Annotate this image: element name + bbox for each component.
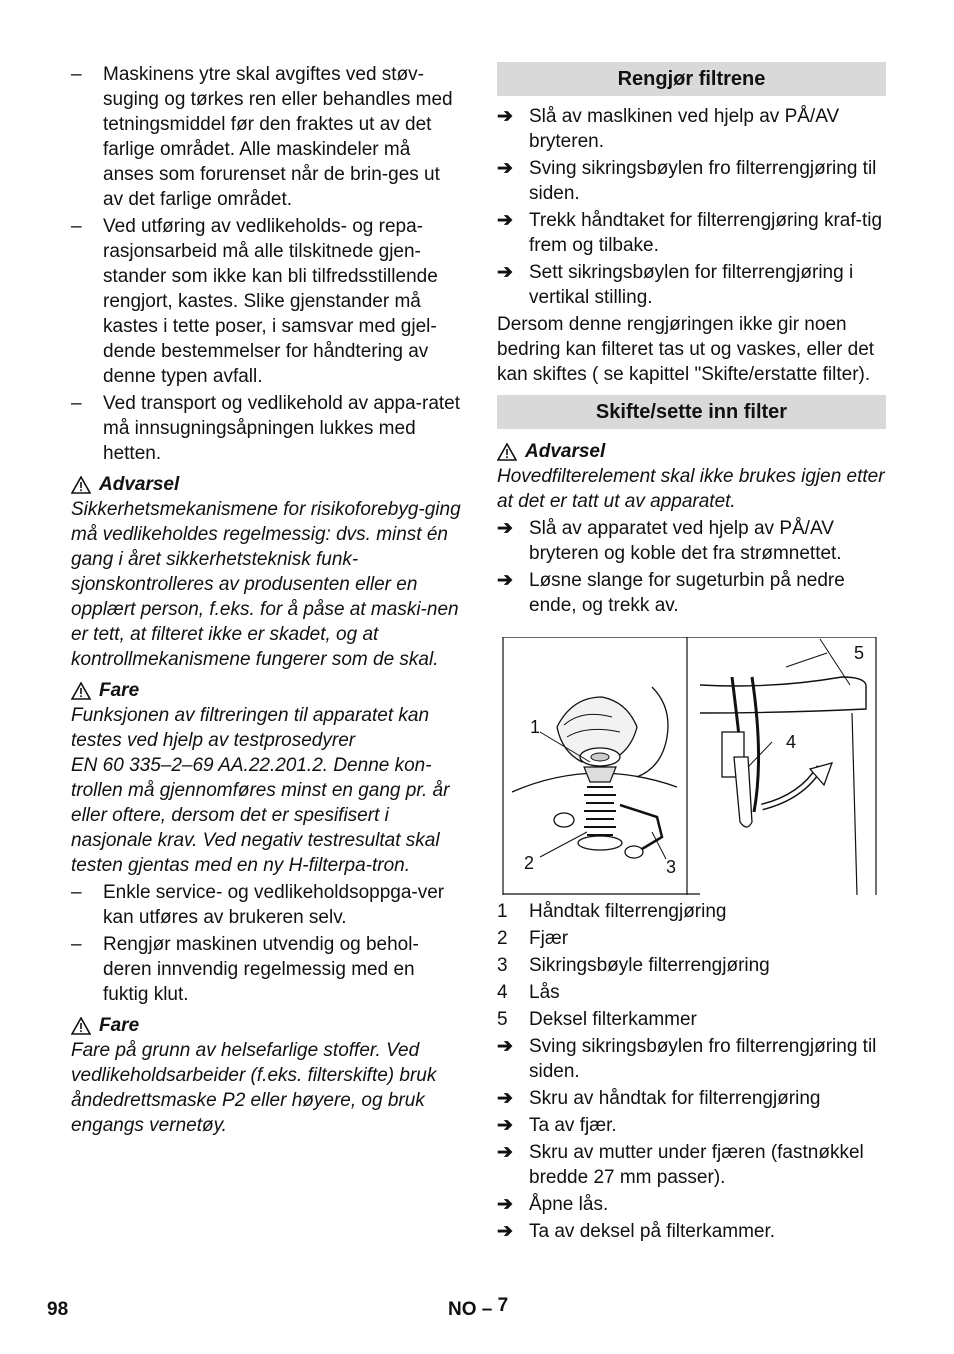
figure-label-1: 1 [530,717,541,737]
step-item: ➔ Trekk håndtaket for filterrengjøring kraf-tig frem og tilbake. [497,210,883,256]
right-column [497,62,886,1246]
legend-item: 1 Håndtak filterrengjøring [497,901,727,922]
warning-triangle-icon [71,476,91,494]
warning-heading: Advarsel [497,439,886,464]
step-item: ➔ Skru av mutter under fjæren (fastnøkkel bredde 27 mm passer). [497,1142,864,1188]
filter-figure [502,637,877,895]
list-item: – Ved transport og vedlikehold av appa-ratet må innsugningsåpningen lukkes med hetten. [71,393,461,464]
section-page-label: NO – 7 [448,1295,509,1320]
list-item: – Ved utføring av vedlikeholds- og repa-rasjonsarbeid må alle tilskitnede gjen-stander som ikke kan bli tilfredsstillende rengjort, kastes. Slike gjenstander må kastes i tette poser, i samsvar med gjel-dende bestemmelser for håndtering av denne typen avfall. [71,216,438,387]
section-heading: Skifte/sette inn filter [497,395,886,429]
filter-illustration [502,637,877,895]
step-item: ➔ Ta av fjær. [497,1115,617,1136]
section-heading: Rengjør filtrene [497,62,886,96]
warning-triangle-icon [497,443,517,461]
step-item: ➔ Slå av apparatet ved hjelp av PÅ/AV bryteren og koble det fra strømnettet. [497,518,842,564]
step-item: ➔ Sving sikringsbøylen fro filterrengjøring til siden. [497,1036,877,1082]
step-item: ➔ Åpne lås. [497,1194,609,1215]
warning-triangle-icon [71,682,91,700]
step-item: ➔ Sett sikringsbøylen for filterrengjøring i vertikal stilling. [497,262,854,308]
page-number: 98 [47,1299,69,1320]
left-column [71,62,461,1140]
legend-item: 4 Lås [497,982,560,1003]
warning-heading: Advarsel [71,472,461,497]
danger-heading: Fare [71,1013,461,1038]
note-text: Dersom denne rengjøringen ikke gir noen bedring kan filteret tas ut og vaskes, eller det kan skiftes ( se kapittel "Skifte/erstatte filter). [497,314,875,385]
legend-item: 5 Deksel filterkammer [497,1009,697,1030]
step-item: ➔ Slå av maslkinen ved hjelp av PÅ/AV bryteren. [497,106,840,152]
figure-label-4: 4 [786,732,797,752]
figure-label-2: 2 [524,853,535,873]
warning-text: Hovedfilterelement skal ikke brukes igjen etter at det er tatt ut av apparatet. [497,466,885,512]
danger-heading: Fare [71,678,461,703]
legend-item: 2 Fjær [497,928,569,949]
step-item: ➔ Ta av deksel på filterkammer. [497,1221,776,1242]
danger-text: Fare på grunn av helsefarlige stoffer. Ved vedlikeholdsarbeider (f.eks. filterskifte) bruk åndedrettsmaske P2 eller høyere, og bruk engangs vernetøy. [71,1040,437,1136]
figure-label-3: 3 [666,857,677,877]
legend-item: 3 Sikringsbøyle filterrengjøring [497,955,770,976]
figure-label-5: 5 [854,643,865,663]
warning-triangle-icon [71,1017,91,1035]
list-item: – Rengjør maskinen utvendig og behol-deren innvendig regelmessig med en fuktig klut. [71,934,419,1005]
step-item: ➔ Løsne slange for sugeturbin på nedre ende, og trekk av. [497,570,845,616]
warning-text: Sikkerhetsmekanismene for risikoforebyg-ging må vedlikeholdes regelmessig: dvs. minst én gang i året sikkerhetsteknisk funk-sjonskontrolleres av produsenten eller en opplært person, f.eks. for å påse at maski-nen er tett, at filteret ikke er skadet, og at kontrollmekanismene fungerer som de skal. [71,499,461,670]
danger-text: Funksjonen av filtreringen til apparatet kan testes ved hjelp av testprosedyrer EN 60 335–2–69 AA.22.201.2. Denne kon-trollen må gjennomføres minst en gang pr. år eller oftere, dersom det er spesifisert i nasjonale krav. Ved negativ testresultat skal testen gjentas med en ny H-filterpa-tron. [71,705,450,876]
list-item: – Enkle service- og vedlikeholdsoppga-ver kan utføres av brukeren selv. [71,882,445,928]
step-item: ➔ Sving sikringsbøylen fro filterrengjøring til siden. [497,158,877,204]
step-item: ➔ Skru av håndtak for filterrengjøring [497,1088,821,1109]
list-item: – Maskinens ytre skal avgiftes ved støv-suging og tørkes ren eller behandles med tetningsmiddel før den fraktes ut av det farlige området. Alle maskindeler må anses som forurenset når de brin-ges ut av det farlige området. [71,64,453,210]
